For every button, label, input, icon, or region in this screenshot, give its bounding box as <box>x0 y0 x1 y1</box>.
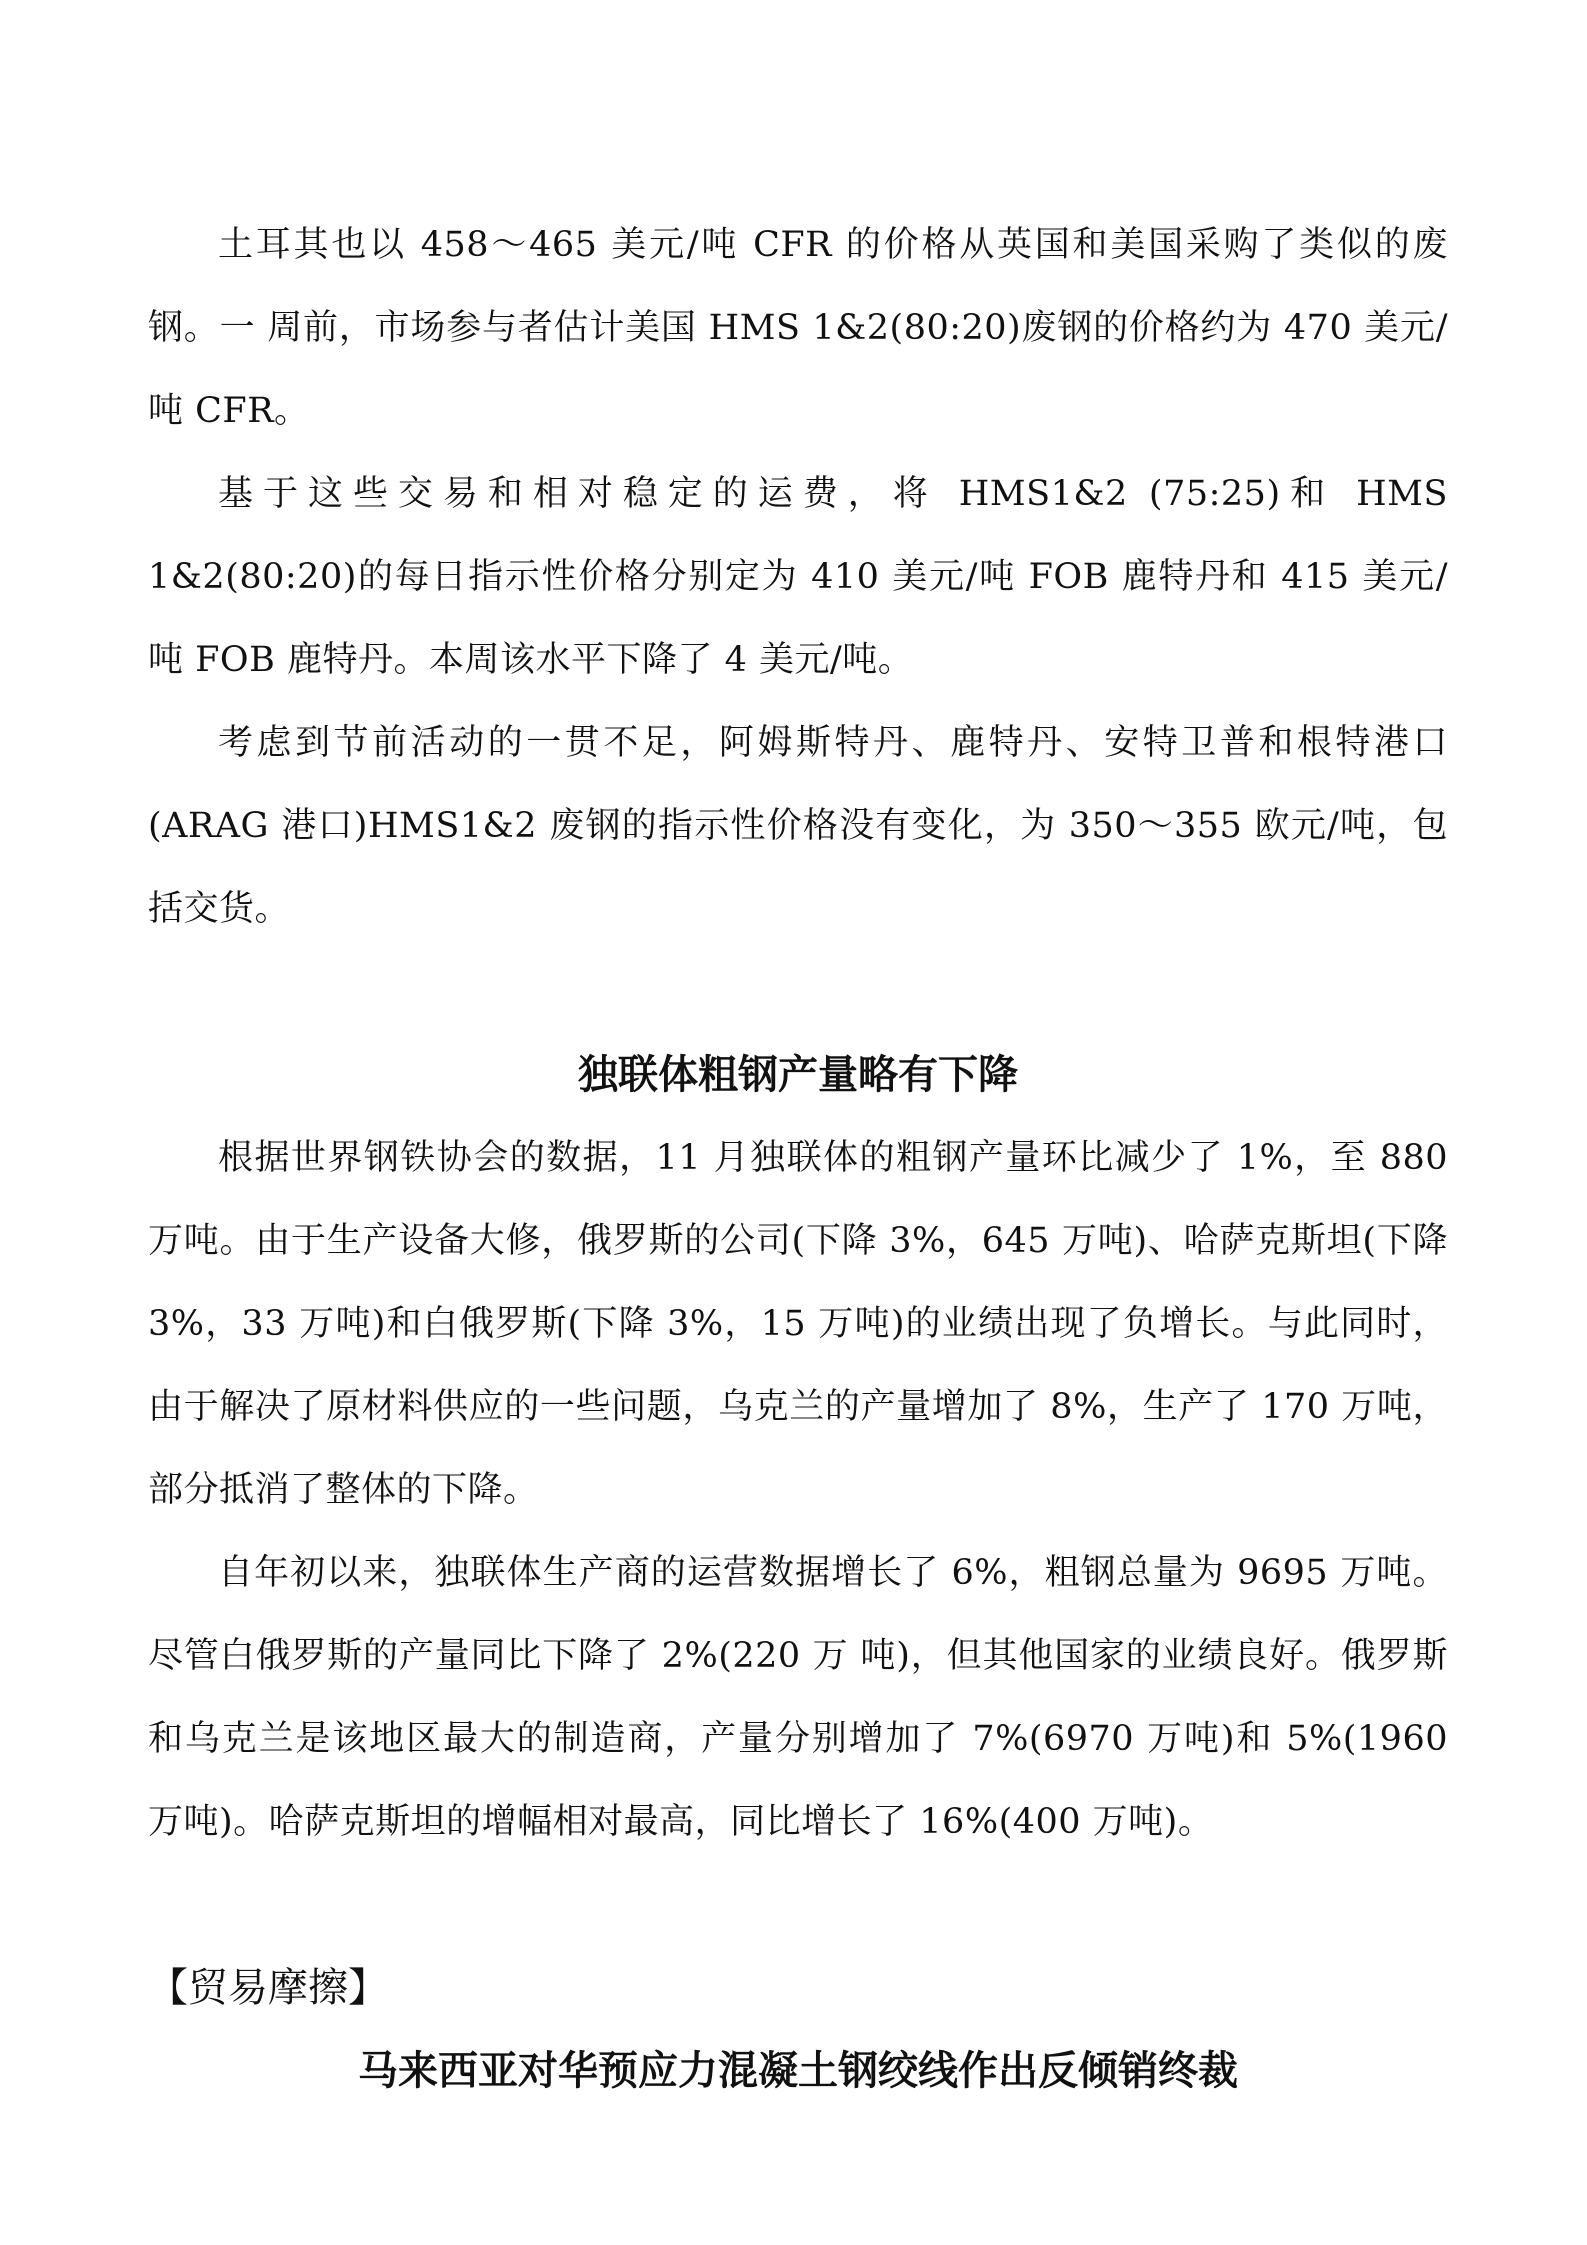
paragraph-arag-price: 考虑到节前活动的一贯不足，阿姆斯特丹、鹿特丹、安特卫普和根特港口(ARAG 港口)HMS1&2 废钢的指示性价格没有变化，为 350～355 欧元/吨，包括交货。 <box>148 723 1448 929</box>
paragraph-cis-year-to-date: 自年初以来，独联体生产商的运营数据增长了 6%，粗钢总量为 9695 万吨。尽管白俄罗斯的产量同比下降了 2%(220 万 吨)，但其他国家的业绩良好。俄罗斯和乌克兰是该地区最大的制造商，产量分别增加了 7%(6970 万吨)和 5%(1960 万吨)。哈萨克斯坦的增幅相对最高，同比增长了 16%(400 万吨)。 <box>148 1553 1448 1842</box>
paragraph-cis-november-output: 根据世界钢铁协会的数据，11 月独联体的粗钢产量环比减少了 1%，至 880 万吨。由于生产设备大修，俄罗斯的公司(下降 3%，645 万吨)、哈萨克斯坦(下降 3%，33 万吨)和白俄罗斯(下降 3%，15 万吨)的业绩出现了负增长。与此同时，由于解决了原材料供应的一些问题，乌克兰的产量增加了 8%，生产了 170 万吨，部分抵消了整体的下降。 <box>148 1138 1448 1510</box>
document-page <box>148 204 1448 2113</box>
section-spacer <box>148 1864 1448 1947</box>
section-spacer <box>148 951 1448 1034</box>
paragraph-turkey-scrap-purchase: 土耳其也以 458～465 美元/吨 CFR 的价格从英国和美国采购了类似的废钢。一 周前，市场参与者估计美国 HMS 1&2(80:20)废钢的价格约为 470 美元/吨 CFR。 <box>148 225 1448 431</box>
section-title-malaysia-antidumping: 马来西亚对华预应力混凝土钢绞线作出反倾销终裁 <box>358 2048 1238 2094</box>
paragraph-hms-daily-price: 基于这些交易和相对稳定的运费，将 HMS1&2 (75:25)和 HMS 1&2(80:20)的每日指示性价格分别定为 410 美元/吨 FOB 鹿特丹和 415 美元/吨 FOB 鹿特丹。本周该水平下降了 4 美元/吨。 <box>148 474 1448 680</box>
section-title-cis-steel: 独联体粗钢产量略有下降 <box>578 1052 1018 1098</box>
column-label-trade-friction: 【贸易摩擦】 <box>148 1965 388 2011</box>
